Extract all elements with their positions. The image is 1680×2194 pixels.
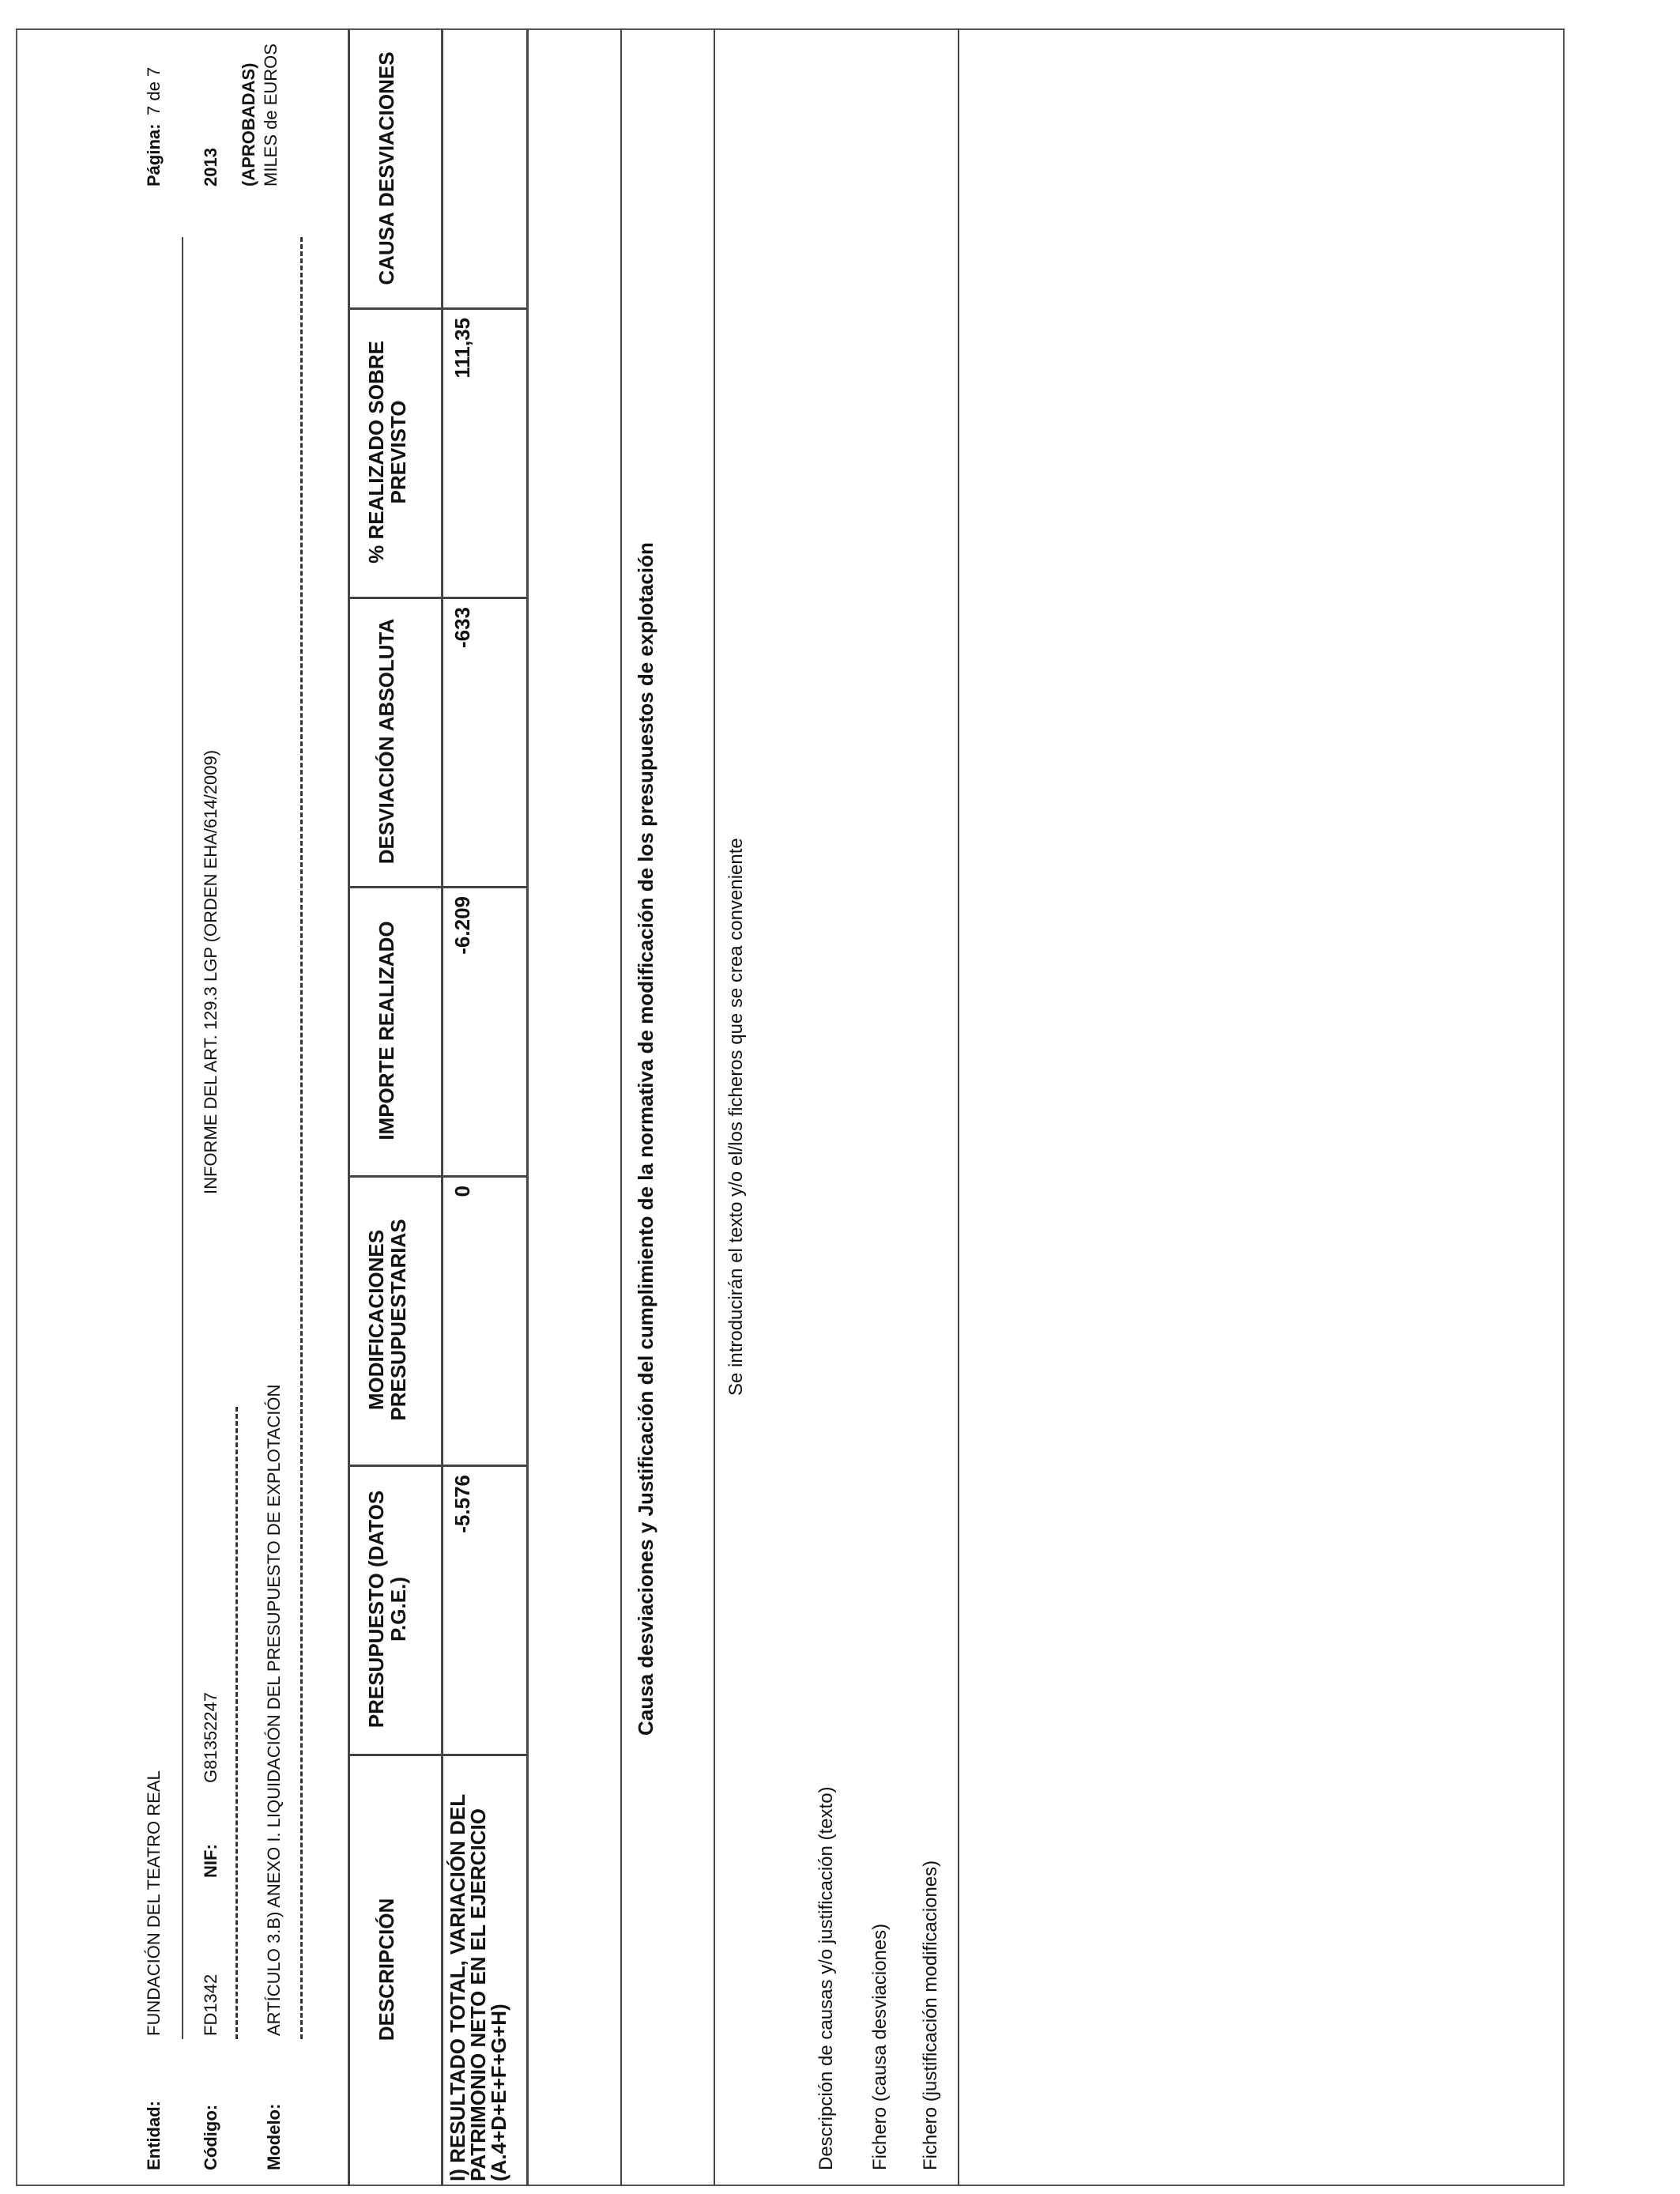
section-title-bottom xyxy=(714,28,715,2186)
field-fichero-causa[interactable]: Fichero (causa desviaciones) xyxy=(869,1923,891,2170)
informe-title: INFORME DEL ART. 129.3 LGP (ORDEN EHA/614/2009) xyxy=(201,749,220,1194)
row-modificaciones: 0 xyxy=(450,1186,474,1197)
header-descripcion: DESCRIPCIÓN xyxy=(375,1898,398,2041)
entidad-label: Entidad: xyxy=(144,2101,164,2170)
codigo-value: FD1342 xyxy=(201,1973,220,2036)
modelo-label: Modelo: xyxy=(264,2103,284,2170)
row-desviacion: -633 xyxy=(450,607,474,649)
table-row-bottom xyxy=(526,28,529,2186)
entidad-underline xyxy=(182,237,183,2039)
row-presupuesto: -5.576 xyxy=(450,1475,474,1533)
table-header-bottom xyxy=(441,28,443,2186)
section-title: Causa desviaciones y Justificación del cumplimiento de la normativa de modificación de los presupuestos de explotación xyxy=(634,542,657,1736)
form-border xyxy=(16,28,1565,2186)
table-top-border xyxy=(348,28,350,2186)
nif-label: NIF: xyxy=(201,1844,220,1878)
entidad-value: FUNDACIÓN DEL TEATRO REAL xyxy=(144,1770,164,2036)
section-note: Se introducirán el texto y/o el/los ficheros que se crea conveniente xyxy=(725,838,747,1396)
section-top-border xyxy=(620,28,622,2186)
header-porcentaje: % REALIZADO SOBRE PREVISTO xyxy=(364,341,410,564)
row-descripcion: I) RESULTADO TOTAL, VARIACIÓN DEL PATRIMONIO NETO EN EL EJERCICIO (A.4+D+E+F+G+H) xyxy=(446,1794,510,2181)
fields-bottom-border xyxy=(958,28,959,2186)
pagina-label: Página: xyxy=(144,123,164,187)
header-desviacion: DESVIACIÓN ABSOLUTA xyxy=(375,618,398,865)
header-modificaciones: MODIFICACIONES PRESUPUESTARIAS xyxy=(364,1219,410,1421)
modelo-value: ARTÍCULO 3.B) ANEXO I. LIQUIDACIÓN DEL PRESUPUESTO DE EXPLOTACIÓN xyxy=(264,1384,284,2036)
nif-value: G81352247 xyxy=(201,1692,220,1783)
row-porcentaje: 111,35 xyxy=(450,318,474,379)
header-importe: IMPORTE REALIZADO xyxy=(375,921,398,1140)
field-fichero-justificacion[interactable]: Fichero (justificación modificaciones) xyxy=(920,1860,941,2170)
units-label: MILES de EUROS xyxy=(261,43,281,187)
field-descripcion-causas[interactable]: Descripción de causas y/o justificación (texto) xyxy=(816,1786,837,2170)
header-presupuesto: PRESUPUESTO (DATOS P.G.E.) xyxy=(364,1490,410,1728)
codigo-dash-separator xyxy=(235,1407,238,2039)
row-importe: -6.209 xyxy=(450,896,474,955)
modelo-dash-separator xyxy=(300,237,303,2039)
year-value: 2013 xyxy=(201,148,220,187)
codigo-label: Código: xyxy=(201,2104,220,2170)
pagina-value: 7 de 7 xyxy=(144,66,164,115)
header-causa: CAUSA DESVIACIONES xyxy=(375,51,398,285)
aprobadas-label: (APROBADAS) xyxy=(239,62,258,187)
